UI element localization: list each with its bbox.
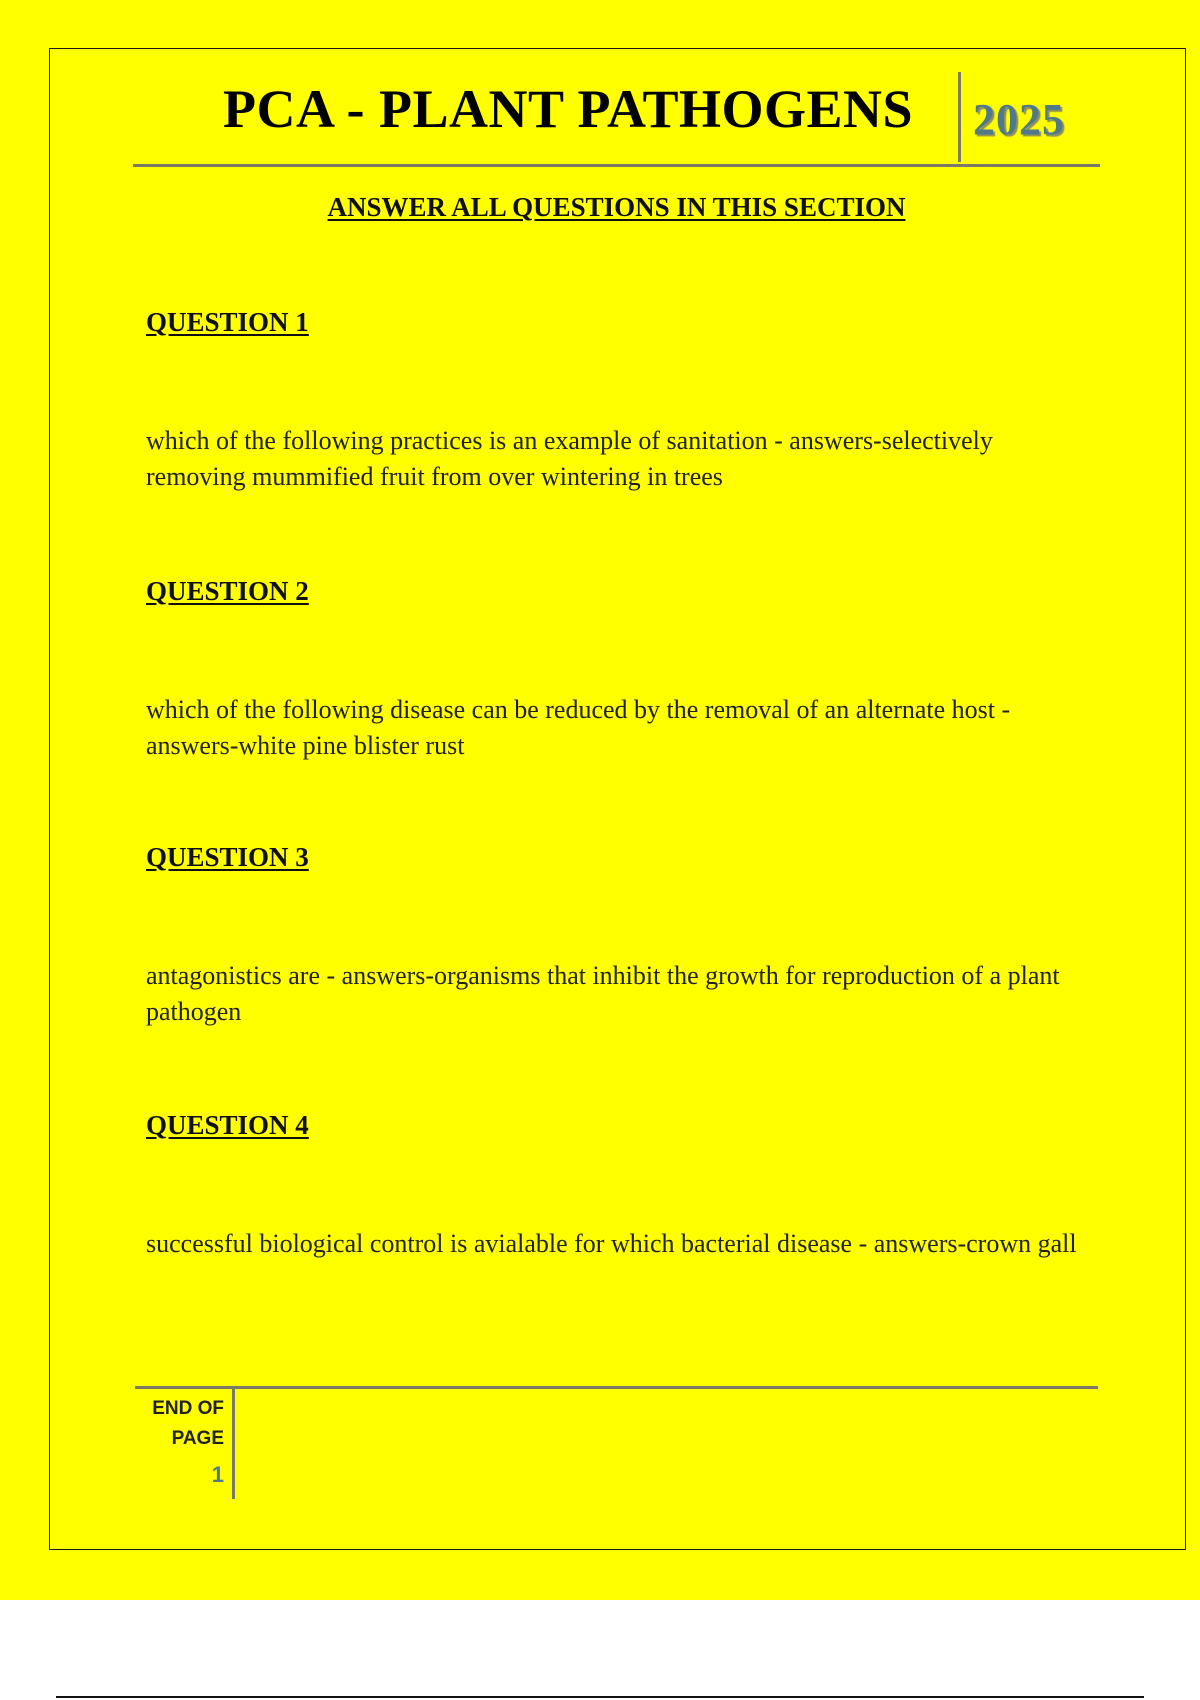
question-4-text: successful biological control is avialable for which bacterial disease - answers-crown gall	[146, 1229, 1077, 1258]
bottom-rule	[56, 1696, 1144, 1698]
question-4-heading: QUESTION 4	[146, 1110, 309, 1140]
question-1-heading: QUESTION 1	[146, 307, 309, 337]
page-border	[49, 48, 1186, 1550]
question-3-text: antagonistics are - answers-organisms that inhibit the growth for reproduction of a plant pathogen	[146, 961, 1060, 1026]
question-2-heading: QUESTION 2	[146, 576, 309, 606]
section-instruction: ANSWER ALL QUESTIONS IN THIS SECTION	[327, 192, 906, 222]
question-2-text: which of the following disease can be reduced by the removal of an alternate host - answers-white pine blister rust	[146, 695, 1011, 760]
header-divider	[958, 72, 961, 162]
page-title: PCA - PLANT PATHOGENS	[223, 79, 914, 139]
question-3-heading: QUESTION 3	[146, 842, 309, 872]
footer-end-of-page-label: END OF PAGE	[152, 1398, 224, 1449]
question-1-text: which of the following practices is an example of sanitation - answers-selectively removing mummified fruit from over wintering in trees	[146, 426, 993, 491]
footer-divider	[232, 1389, 235, 1499]
footer-page-number: 1	[211, 1462, 224, 1487]
footer-rule	[135, 1386, 1098, 1389]
header-year: 2025	[973, 95, 1065, 144]
page-header	[133, 70, 1100, 167]
